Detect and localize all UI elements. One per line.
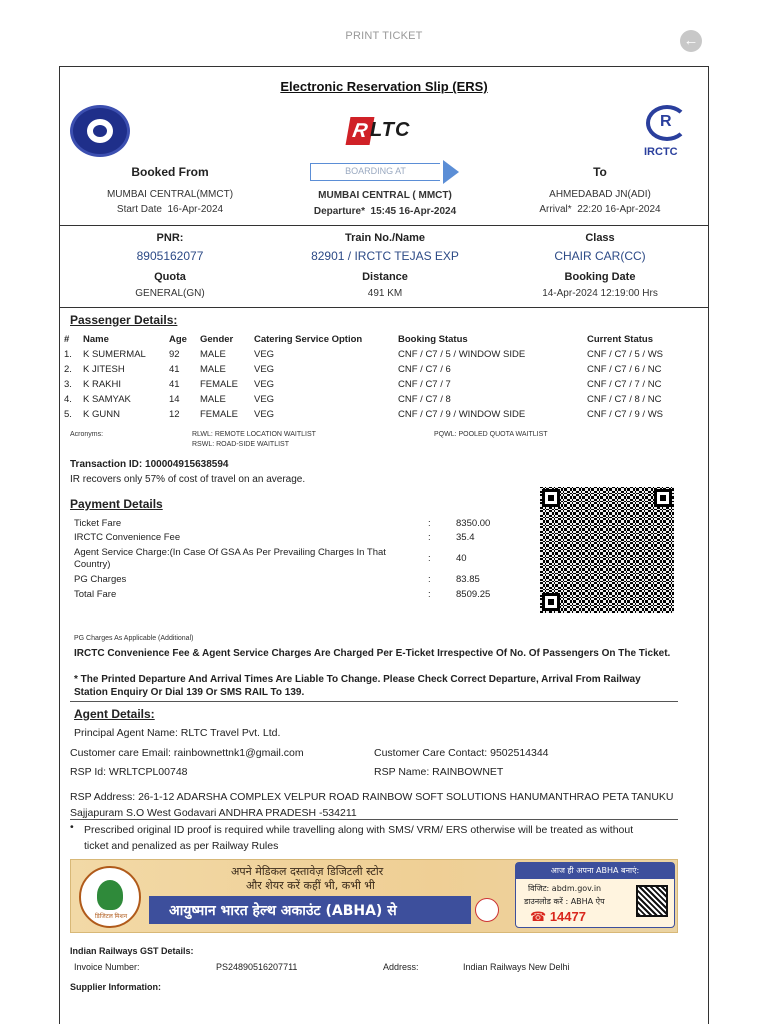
arrow-left-circle-icon[interactable]: ← <box>680 30 702 52</box>
banner-line-1: अपने मेडिकल दस्तावेज़ डिजिटली स्टोर <box>231 865 384 878</box>
passenger-cell: 92 <box>169 349 180 360</box>
banner-phone: ☎ 14477 <box>530 909 586 924</box>
passenger-header-row <box>64 333 704 347</box>
acronym-rlwl: RLWL: REMOTE LOCATION WAITLIST <box>192 431 316 438</box>
class-label: Class <box>585 232 615 244</box>
class-value: CHAIR CAR(CC) <box>554 249 646 263</box>
passenger-cell: FEMALE <box>200 379 239 390</box>
passenger-row <box>64 392 704 407</box>
passenger-cell: CNF / C7 / 9 / WS <box>587 409 664 420</box>
agent-charge-value: 40 <box>456 553 467 564</box>
banner-download: डाउनलोड करें : ABHA ऐप <box>524 897 605 906</box>
divider <box>70 819 678 820</box>
slip-title: Electronic Reservation Slip (ERS) <box>280 79 488 94</box>
passenger-cell: CNF / C7 / 5 / WINDOW SIDE <box>398 349 526 360</box>
passenger-table <box>64 333 704 422</box>
passenger-cell: CNF / C7 / 8 / NC <box>587 394 662 405</box>
boarding-station: MUMBAI CENTRAL ( MMCT) <box>318 190 452 201</box>
banner-line-2: और शेयर करें कहीं भी, कभी भी <box>246 879 375 892</box>
passenger-cell: 41 <box>169 364 180 375</box>
passenger-cell: VEG <box>254 409 275 420</box>
passenger-cell: CNF / C7 / 5 / WS <box>587 349 664 360</box>
passenger-details-title: Passenger Details: <box>70 313 178 327</box>
passenger-cell: 41 <box>169 379 180 390</box>
ticket-fare-label: Ticket Fare <box>74 518 122 529</box>
passenger-cell: K JITESH <box>83 364 125 375</box>
passenger-cell: CNF / C7 / 9 / WINDOW SIDE <box>398 409 526 420</box>
train-label: Train No./Name <box>344 232 426 244</box>
reservation-slip: Electronic Reservation Slip (ERS) R LTC R IRCTC Booked From MUMBAI CENTRAL(MMCT) Start Date 16-Apr-2024 BOARDING AT MUMBAI CENTRAL ( MMCT) Departure* 15:45 16-Apr-2024 To AHMEDABAD JN(ADI) Arrival* 22:20 16-Apr-2024 PNR: 8905162077 Train No./Name 82901 / IRCTC TEJAS EXP Class CHAIR CAR(CC) Quota GENERAL(GN) Distance 491 KM Booking Date 14-Apr-2024 12:19:00 Hrs Passenger Details: # Name Age Gender Catering Service Option Booking Status Current Status 1. K SUMERMAL 92 MALE VEG CNF / C7 / 5 / WINDOW SIDE CNF / C7 / 5 / WS 2. K JITESH 41 MALE VEG CNF / C7 / 6 CNF / C7 / 6 / NC 3. K RAKHI 41 FEMALE VEG CNF / C7 / 7 CNF / C7 / 7 / NC 4. K SAMYAK 14 MALE VEG CNF / C7 / 8 CNF / C7 / 8 / NC 5. K GUNN 12 FEMALE VEG CNF / C7 / 9 / WINDOW SIDE CNF / C7 / 9 / WS Acronyms: RLWL: REMOTE LOCATION WAITLIST RSWL: ROAD-SIDE WAITLIST PQWL: POOLED QUOTA WAITLIST Transaction ID: 100004915638594 IR recovers only 57% of cost of travel on an average. Payment Details Ticket Fare : 8350.00 IRCTC Convenience Fee : 35.4 Agent Service Charge:(In Case Of GSA As Per Prevailing Charges In That Country) : 40 PG Charges : 83.85 Total Fare : 8509.25 PG Charges As Applicable (Additional) IRCTC Convenience Fee & Agent Service Charges Are Charged Per E-Ticket Irrespective Of No. Of Passengers On The Ticket. * The Printed Departure And Arrival Times Are Liable To Change. Please Check Correct Departure, Arrival From Railway Station Enquiry Or Dial 139 Or SMS RAIL To 139. Agent Details: Principal Agent Name: RLTC Travel Pvt. Ltd. Customer care Email: rainbownettnk1@gmail.com Customer Care Contact: 9502514344 RSP Id: WRLTCPL00748 RSP Name: RAINBOWNET RSP Address: 26-1-12 ADARSHA COMPLEX VELPUR ROAD RAINBOW SOFT SOLUTIONS HANUMANTHRAO PETA TANUKU Sajjapuram S.O West Godavari ANDHRA PRADESH -534211 • Prescribed original ID proof is required while travelling along with SMS/ VRM/ ERS otherwise will be treated as without ticket and penalized as per Railway Rules डिजिटल मिशन अपने मेडिकल दस्तावेज़ डिजिटली स्टोर और शेयर करें कहीं भी, कभी भी आयुष्मान भारत हेल्थ अकाउंट (ABHA) से आज ही अपना ABHA बनाएं: विजिट: abdm.gov.in डाउनलोड करें : ABHA ऐप ☎ 14477 Indian Railways GST Details: Invoice Number: PS24890516207711 Address: Indian Railways New Delhi Supplier Information: <box>59 66 709 1024</box>
rsp-id: RSP Id: WRLTCPL00748 <box>70 766 188 778</box>
gst-title: Indian Railways GST Details: <box>70 946 194 956</box>
cost-note: IR recovers only 57% of cost of travel on an average. <box>70 474 306 485</box>
column-header: Gender <box>200 333 234 345</box>
to-label: To <box>593 165 607 179</box>
train-value: 82901 / IRCTC TEJAS EXP <box>311 249 459 263</box>
agent-details-title: Agent Details: <box>74 707 155 721</box>
banner-headline: आयुष्मान भारत हेल्थ अकाउंट (ABHA) से <box>169 903 397 919</box>
booking-date-label: Booking Date <box>564 271 636 283</box>
passenger-cell: CNF / C7 / 6 <box>398 364 451 375</box>
passenger-cell: MALE <box>200 349 226 360</box>
passenger-cell: CNF / C7 / 7 / NC <box>587 379 662 390</box>
passenger-cell: 5. <box>64 409 72 420</box>
agent-charge-label: Agent Service Charge:(In Case Of GSA As Per Prevailing Charges In That Country) <box>74 547 386 570</box>
convenience-fee-value: 35.4 <box>456 532 475 543</box>
passenger-cell: VEG <box>254 349 275 360</box>
passenger-cell: VEG <box>254 394 275 405</box>
passenger-row <box>64 377 704 392</box>
passenger-row <box>64 362 704 377</box>
acronym-pqwl: PQWL: POOLED QUOTA WAITLIST <box>434 431 548 438</box>
arrival: Arrival* 22:20 16-Apr-2024 <box>539 204 661 215</box>
total-fare-value: 8509.25 <box>456 589 491 600</box>
column-header: Name <box>83 333 109 345</box>
passenger-cell: CNF / C7 / 7 <box>398 379 451 390</box>
divider <box>60 307 708 308</box>
invoice-label: Invoice Number: <box>74 962 140 972</box>
time-note: * The Printed Departure And Arrival Times Are Liable To Change. Please Check Correct Departure, Arrival From Railway Station Enquiry Or Dial 139 Or SMS RAIL To 139. <box>74 674 641 698</box>
ticket-fare-value: 8350.00 <box>456 518 491 529</box>
passenger-cell: FEMALE <box>200 409 239 420</box>
supplier-label: Supplier Information: <box>70 982 161 992</box>
invoice-value: PS24890516207711 <box>216 962 298 972</box>
passenger-cell: MALE <box>200 394 226 405</box>
banner-qr-code <box>636 885 668 917</box>
passenger-cell: CNF / C7 / 6 / NC <box>587 364 662 375</box>
column-header: Catering Service Option <box>254 333 363 345</box>
booking-date-value: 14-Apr-2024 12:19:00 Hrs <box>542 288 658 299</box>
boarding-at-label: BOARDING AT <box>310 163 440 181</box>
quota-label: Quota <box>154 271 186 283</box>
pnr-label: PNR: <box>156 232 184 244</box>
column-header: Booking Status <box>398 333 468 345</box>
passenger-cell: 4. <box>64 394 72 405</box>
banner-headline-strip <box>149 896 471 924</box>
transaction-id: Transaction ID: 100004915638594 <box>70 459 229 470</box>
banner-side-panel <box>515 862 675 928</box>
customer-care-contact: Customer Care Contact: 9502514344 <box>374 747 549 759</box>
total-fare-label: Total Fare <box>74 589 117 600</box>
divider <box>70 701 678 702</box>
passenger-cell: K GUNN <box>83 409 120 420</box>
departure: Departure* 15:45 16-Apr-2024 <box>313 206 457 217</box>
pg-note: PG Charges As Applicable (Additional) <box>74 635 194 642</box>
passenger-row <box>64 407 704 422</box>
pnr-value: 8905162077 <box>136 249 204 263</box>
passenger-row <box>64 347 704 362</box>
quota-value: GENERAL(GN) <box>135 288 205 299</box>
acronyms-label: Acronyms: <box>70 431 104 438</box>
column-header: Age <box>169 333 187 345</box>
passenger-cell: K RAKHI <box>83 379 122 390</box>
bullet-icon: • <box>70 821 74 833</box>
booked-from-label: Booked From <box>131 165 209 179</box>
abha-emblem-icon: डिजिटल मिशन <box>79 866 141 928</box>
passenger-cell: 1. <box>64 349 72 360</box>
arrow-right-icon <box>443 160 459 184</box>
passenger-cell: VEG <box>254 379 275 390</box>
passenger-cell: 12 <box>169 409 180 420</box>
address-value: Indian Railways New Delhi <box>463 962 570 972</box>
page-title: PRINT TICKET <box>345 30 423 42</box>
principal-agent: Principal Agent Name: RLTC Travel Pvt. Ltd. <box>74 727 281 739</box>
banner-side-top: आज ही अपना ABHA बनाएं: <box>516 863 674 879</box>
top-bar <box>0 0 768 66</box>
rsp-name: RSP Name: RAINBOWNET <box>374 766 504 778</box>
passenger-cell: 14 <box>169 394 180 405</box>
payment-details-title: Payment Details <box>70 497 163 511</box>
irctc-logo: R IRCTC <box>640 103 696 163</box>
to-station: AHMEDABAD JN(ADI) <box>549 189 651 200</box>
id-proof-note: Prescribed original ID proof is required while travelling along with SMS/ VRM/ ERS otherwise will be treated as without ticket and penalized as per Railway Rules <box>84 824 634 852</box>
column-header: # <box>64 333 70 345</box>
distance-label: Distance <box>362 271 408 283</box>
hospital-icon <box>475 898 499 922</box>
passenger-cell: MALE <box>200 364 226 375</box>
abha-banner[interactable] <box>70 859 678 933</box>
rltc-logo: R LTC <box>348 117 420 147</box>
address-label: Address: <box>383 962 419 972</box>
ticket-qr-code <box>540 487 674 613</box>
indian-railways-logo <box>70 105 130 157</box>
customer-care-email: Customer care Email: rainbownettnk1@gmail.com <box>70 747 304 759</box>
passenger-cell: 3. <box>64 379 72 390</box>
convenience-fee-label: IRCTC Convenience Fee <box>74 532 181 543</box>
rsp-address: RSP Address: 26-1-12 ADARSHA COMPLEX VELPUR ROAD RAINBOW SOFT SOLUTIONS HANUMANTHRAO PETA TANUKU Sajjapuram S.O West Godavari ANDHRA PRADESH -534211 <box>70 791 674 819</box>
column-header: Current Status <box>587 333 653 345</box>
pg-charges-value: 83.85 <box>456 574 480 585</box>
passenger-cell: VEG <box>254 364 275 375</box>
banner-visit: विजिट: abdm.gov.in <box>528 884 602 893</box>
distance-value: 491 KM <box>367 288 403 299</box>
divider <box>60 225 708 226</box>
pg-charges-label: PG Charges <box>74 574 127 585</box>
booked-from-station: MUMBAI CENTRAL(MMCT) <box>106 189 234 200</box>
passenger-cell: K SUMERMAL <box>83 349 146 360</box>
fee-note: IRCTC Convenience Fee & Agent Service Charges Are Charged Per E-Ticket Irrespective Of No. Of Passengers On The Ticket. <box>74 648 671 659</box>
passenger-cell: K SAMYAK <box>83 394 131 405</box>
acronym-rswl: RSWL: ROAD-SIDE WAITLIST <box>192 441 289 448</box>
passenger-cell: CNF / C7 / 8 <box>398 394 451 405</box>
passenger-cell: 2. <box>64 364 72 375</box>
start-date: Start Date 16-Apr-2024 <box>116 204 224 215</box>
